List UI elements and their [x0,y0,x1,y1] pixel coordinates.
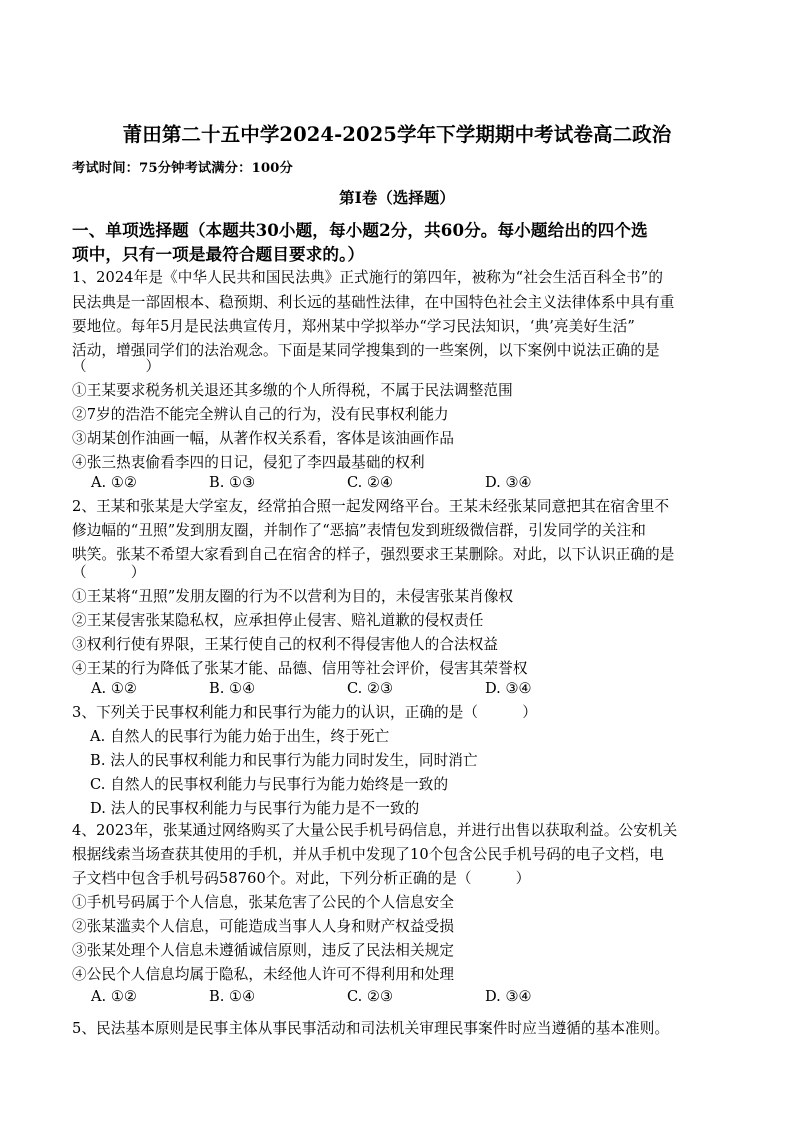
option-d[interactable]: D. ③④ [485,474,532,491]
choice-c[interactable]: C. 自然人的民事权利能力与民事行为能力始终是一致的 [90,776,449,793]
question-stem-line: 1、2024年是《中华人民共和国民法典》正式施行的第四年，被称为“社会生活百科全书”的 [72,269,664,286]
statement-item: ①王某要求税务机关退还其多缴的个人所得税，不属于民法调整范围 [72,382,513,399]
answer-blank: （ ） [72,564,146,581]
part-title: 第Ⅰ卷（选择题） [339,189,455,207]
option-b[interactable]: B. ①④ [209,680,256,697]
question-stem-line: 4、2023年，张某通过网络购买了大量公民手机号码信息，并进行出售以获取利益。公安机关 [72,822,678,839]
question-stem-line: 活动，增强同学们的法治观念。下面是某同学搜集到的一些案例，以下案例中说法正确的是 [72,342,660,359]
question-stem-line: 哄笑。张某不希望大家看到自己在宿舍的样子，强烈要求王某删除。对此，以下认识正确的是 [72,546,675,563]
answer-blank: （ ） [72,358,161,375]
statement-item: ①王某将“丑照”发朋友圈的行为不以营利为目的，未侵害张某肖像权 [72,588,514,605]
choice-a[interactable]: A. 自然人的民事行为能力始于出生，终于死亡 [90,728,390,745]
statement-item: ②王某侵害张某隐私权，应承担停止侵害、赔礼道歉的侵权责任 [72,612,484,629]
statement-item: ②7岁的浩浩不能完全辨认自己的行为，没有民事权利能力 [72,406,449,423]
choice-b[interactable]: B. 法人的民事权利能力和民事行为能力同时发生，同时消亡 [90,752,478,769]
option-d[interactable]: D. ③④ [485,988,532,1005]
statement-item: ④公民个人信息均属于隐私，未经他人许可不得利用和处理 [72,966,455,983]
option-a[interactable]: A. ①② [91,680,137,697]
question-stem-line: 民法典是一部固根本、稳预期、利长远的基础性法律，在中国特色社会主义法律体系中具有重 [72,294,675,311]
option-a[interactable]: A. ①② [91,474,137,491]
option-c[interactable]: C. ②③ [347,680,394,697]
question-stem-line: 要地位。每年5月是民法典宣传月，郑州某中学拟举办“学习民法知识，‘典’亮美好生活” [72,318,635,335]
option-b[interactable]: B. ①④ [209,988,256,1005]
statement-item: ③权利行使有界限，王某行使自己的权利不得侵害他人的合法权益 [72,636,499,653]
statement-item: ④张三热衷偷看李四的日记，侵犯了李四最基础的权利 [72,454,425,471]
statement-item: ③张某处理个人信息未遵循诚信原则，违反了民法相关规定 [72,942,455,959]
statement-item: ③胡某创作油画一幅，从著作权关系看，客体是该油画作品 [72,430,455,447]
question-stem-line: 5、民法基本原则是民事主体从事民事活动和司法机关审理民事案件时应当遵循的基本准则。 [72,1020,670,1037]
question-stem-line: 3、下列关于民事权利能力和民事行为能力的认识，正确的是（ ） [72,704,537,721]
question-stem-line: 修边幅的“丑照”发到朋友圈，并制作了“恶搞”表情包发到班级微信群，引发同学的关注和 [72,522,646,539]
question-stem-line: 子文档中包含手机号码58760个。对此，下列分析正确的是（ ） [72,870,531,887]
statement-item: ④王某的行为降低了张某才能、品德、信用等社会评价，侵害其荣誉权 [72,660,528,677]
section-header-line-2: 项中，只有一项是最符合题目要求的。） [72,244,365,264]
option-d[interactable]: D. ③④ [485,680,532,697]
statement-item: ①手机号码属于个人信息，张某危害了公民的个人信息安全 [72,894,455,911]
option-c[interactable]: C. ②④ [347,474,394,491]
section-header-line-1: 一、单项选择题（本题共30小题，每小题2分，共60分。每小题给出的四个选 [72,220,648,240]
statement-item: ②张某滥卖个人信息，可能造成当事人人身和财产权益受损 [72,918,455,935]
option-b[interactable]: B. ①③ [209,474,256,491]
question-stem-line: 2、王某和张某是大学室友，经常拍合照一起发网络平台。王某未经张某同意把其在宿舍里不 [72,498,670,515]
question-stem-line: 根据线索当场查获其使用的手机，并从手机中发现了10个包含公民手机号码的电子文档，电 [72,846,664,863]
option-a[interactable]: A. ①② [91,988,137,1005]
option-c[interactable]: C. ②③ [347,988,394,1005]
page-title: 莆田第二十五中学2024-2025学年下学期期中考试卷高二政治 [122,123,672,146]
exam-meta: 考试时间：75分钟考试满分：100分 [72,161,293,176]
choice-d[interactable]: D. 法人的民事权利能力与民事行为能力是不一致的 [90,800,420,817]
